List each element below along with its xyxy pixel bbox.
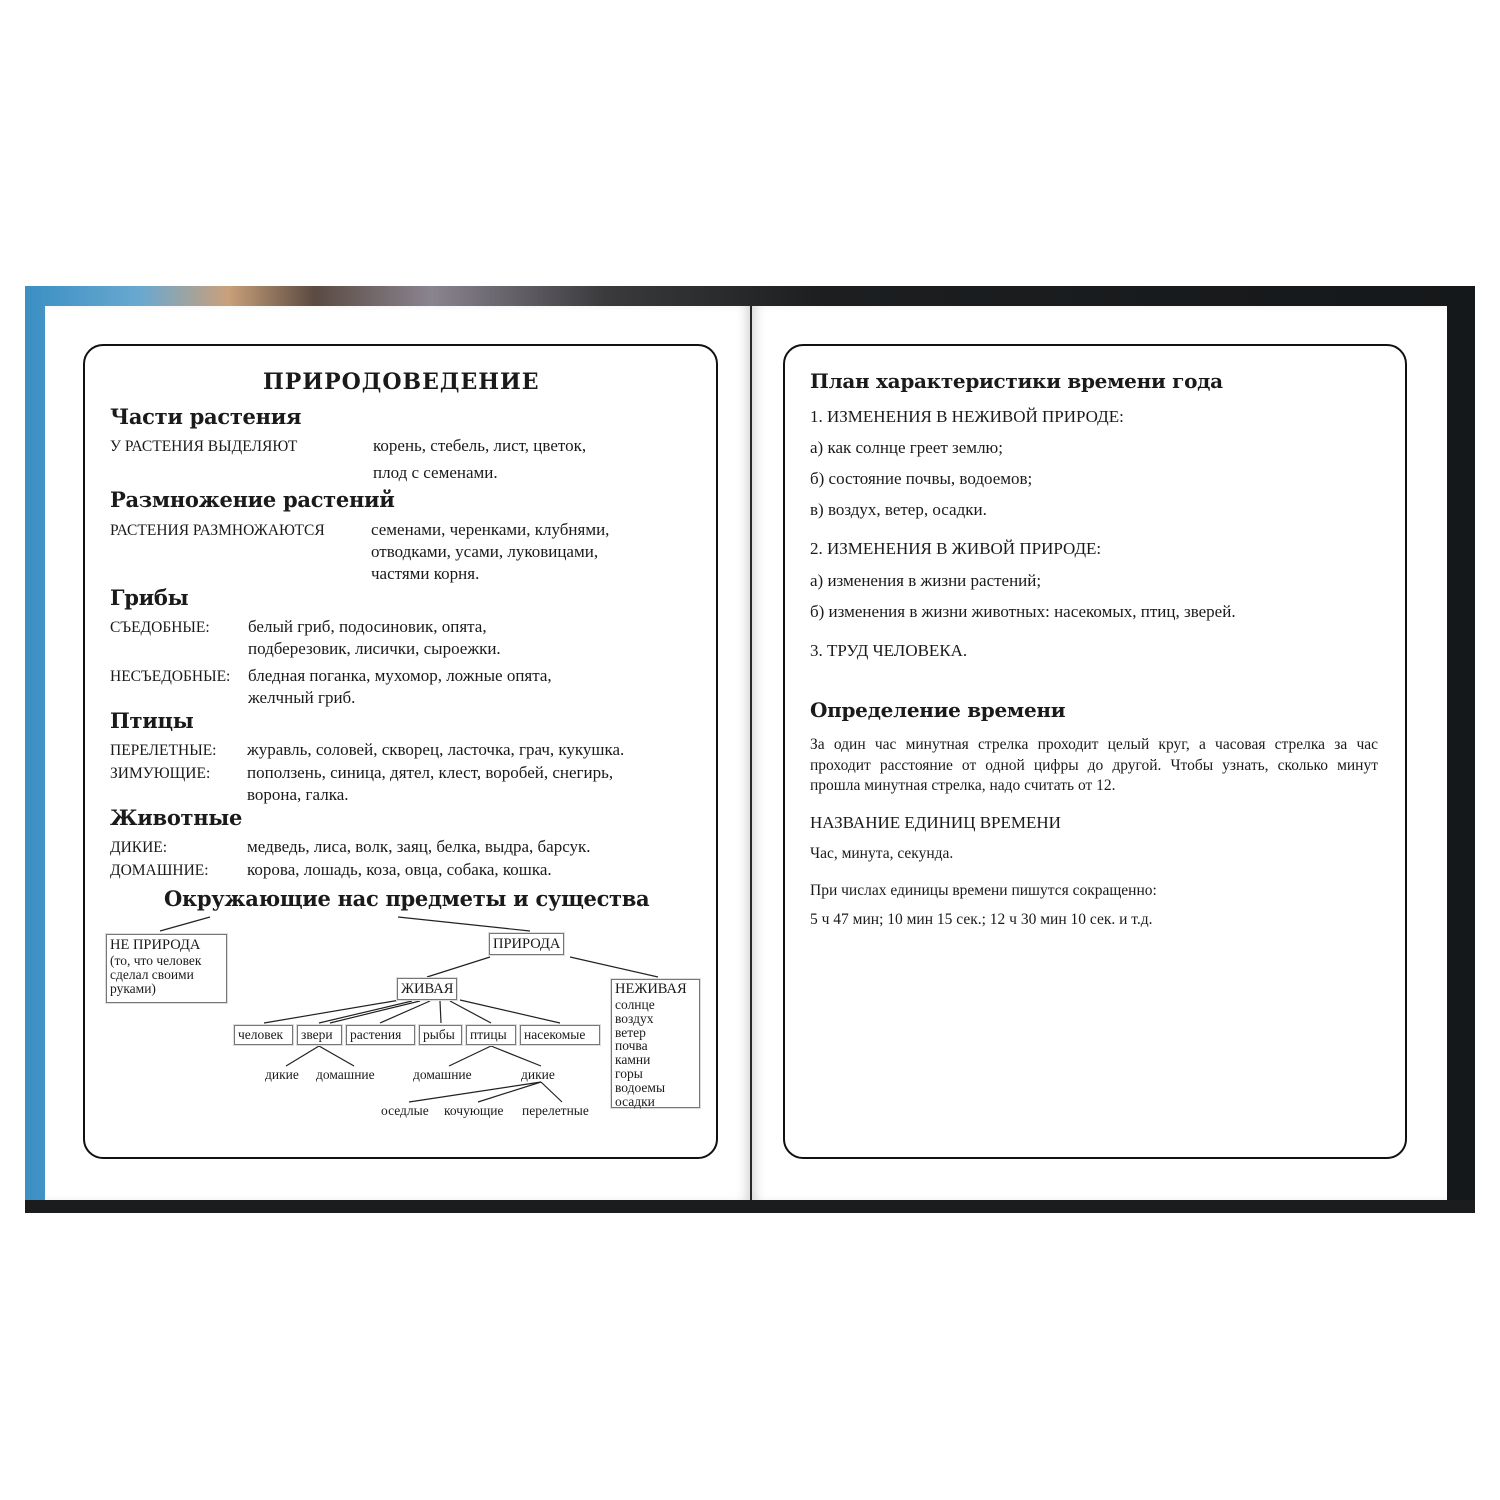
row-label: НЕСЪЕДОБНЫЕ:: [110, 668, 231, 685]
row-value: плод с семенами.: [373, 463, 498, 482]
living-item-box: звери: [297, 1025, 342, 1045]
row-value: поползень, синица, дятел, клест, воробей, снегирь,: [247, 763, 614, 782]
plan-item: а) изменения в жизни растений;: [810, 571, 1042, 590]
row-value: корень, стебель, лист, цветок,: [373, 436, 587, 455]
row-label: ЗИМУЮЩИЕ:: [110, 765, 211, 782]
nonliving-item: горы: [615, 1065, 643, 1081]
living-item-box: человек: [234, 1025, 293, 1045]
nonliving-item: осадки: [615, 1093, 655, 1109]
diagram-leaf: домашние: [316, 1067, 375, 1082]
row-label: У РАСТЕНИЯ ВЫДЕЛЯЮТ: [110, 438, 298, 455]
row-label: ДОМАШНИЕ:: [110, 862, 209, 879]
living-item-box: растения: [346, 1025, 415, 1045]
not-nature-line: руками): [110, 981, 156, 996]
section-heading: Животные: [110, 805, 243, 830]
row-value: частями корня.: [371, 564, 480, 583]
diagram-leaf: дикие: [521, 1067, 555, 1082]
nonliving-item: ветер: [615, 1024, 646, 1040]
diagram-leaf: дикие: [265, 1067, 299, 1082]
not-nature-box: [106, 934, 227, 1003]
plan-item: 1. ИЗМЕНЕНИЯ В НЕЖИВОЙ ПРИРОДЕ:: [810, 407, 1124, 426]
row-value: отводками, усами, луковицами,: [371, 542, 599, 561]
plan-item: 2. ИЗМЕНЕНИЯ В ЖИВОЙ ПРИРОДЕ:: [810, 539, 1102, 558]
nonliving-title: НЕЖИВАЯ: [615, 981, 687, 997]
row-value: журавль, соловей, скворец, ласточка, грач, кукушка.: [247, 740, 625, 759]
row-label: ПЕРЕЛЕТНЫЕ:: [110, 742, 217, 759]
plan-item: б) состояние почвы, водоемов;: [810, 469, 1033, 488]
row-value: подберезовик, лисички, сыроежки.: [248, 639, 501, 658]
row-label: РАСТЕНИЯ РАЗМНОЖАЮТСЯ: [110, 522, 325, 539]
not-nature-line: сделал своими: [110, 967, 194, 982]
row-value: корова, лошадь, коза, овца, собака, кошка.: [247, 860, 552, 879]
time-paragraph: За один час минутная стрелка проходит целый круг, а часовая стрелка за час проходит расстояние от одной цифры до другой. Чтобы узнать, сколько минут прошла минутная стрелка, надо считать от 12.: [810, 736, 1378, 794]
units-label: НАЗВАНИЕ ЕДИНИЦ ВРЕМЕНИ: [810, 813, 1061, 832]
living-box: ЖИВАЯ: [397, 978, 457, 1000]
row-label: СЪЕДОБНЫЕ:: [110, 619, 210, 636]
row-value: ворона, галка.: [247, 785, 349, 804]
not-nature-title: НЕ ПРИРОДА: [110, 937, 201, 953]
nonliving-item: солнце: [615, 997, 655, 1012]
row-value: бледная поганка, мухомор, ложные опята,: [248, 666, 552, 685]
plan-item: 3. ТРУД ЧЕЛОВЕКА.: [810, 641, 968, 660]
section-heading: Части растения: [110, 404, 302, 429]
nonliving-item: водоемы: [615, 1079, 666, 1095]
diagram-leaf: оседлые: [381, 1103, 429, 1118]
abbr-example: 5 ч 47 мин; 10 мин 15 сек.; 12 ч 30 мин 10 сек. и т.д.: [810, 911, 1153, 928]
row-value: медведь, лиса, волк, заяц, белка, выдра, барсук.: [247, 837, 591, 856]
living-item-box: насекомые: [520, 1025, 600, 1045]
diagram-leaf: домашние: [413, 1067, 472, 1082]
section-heading: Грибы: [110, 585, 189, 610]
time-heading: Определение времени: [810, 698, 1066, 722]
cover-edge: [25, 1200, 1475, 1213]
diagram-title: Окружающие нас предметы и существа: [164, 886, 650, 911]
nonliving-item: почва: [615, 1038, 648, 1054]
diagram-leaf: кочующие: [444, 1103, 504, 1118]
not-nature-line: (то, что человек: [110, 953, 202, 968]
section-heading: Размножение растений: [110, 487, 395, 512]
nonliving-item: воздух: [615, 1010, 654, 1026]
nonliving-item: камни: [615, 1052, 651, 1068]
plan-item: б) изменения в жизни животных: насекомых, птиц, зверей.: [810, 602, 1236, 621]
nonliving-box: [611, 979, 700, 1108]
row-value: семенами, черенками, клубнями,: [371, 520, 610, 539]
row-label: ДИКИЕ:: [110, 839, 168, 856]
page-title: ПРИРОДОВЕДЕНИЕ: [263, 369, 540, 395]
nature-box: ПРИРОДА: [489, 933, 564, 955]
row-value: желчный гриб.: [248, 688, 356, 707]
plan-heading: План характеристики времени года: [810, 369, 1223, 393]
units-text: Час, минута, секунда.: [810, 845, 954, 862]
plan-item: а) как солнце греет землю;: [810, 438, 1003, 457]
section-heading: Птицы: [110, 708, 194, 733]
abbr-note: При числах единицы времени пишутся сокращенно:: [810, 882, 1157, 899]
diagram-leaf: перелетные: [522, 1103, 589, 1118]
living-item-box: рыбы: [419, 1025, 462, 1045]
plan-item: в) воздух, ветер, осадки.: [810, 500, 987, 519]
living-item-box: птицы: [466, 1025, 516, 1045]
row-value: белый гриб, подосиновик, опята,: [248, 617, 487, 636]
